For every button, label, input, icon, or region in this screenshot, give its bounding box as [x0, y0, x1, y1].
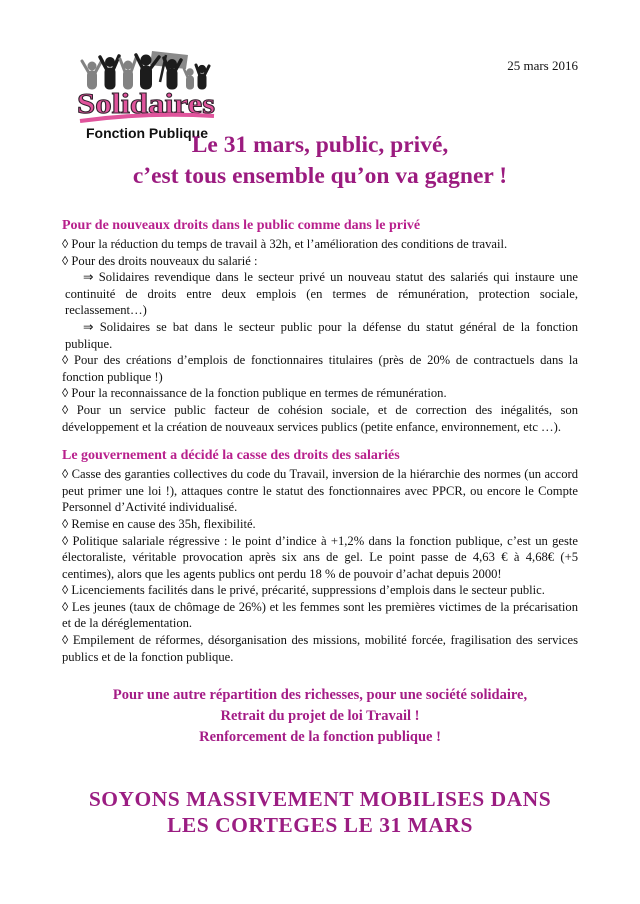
bullet-marker: ◊	[62, 467, 69, 482]
bullet-text: Pour des droits nouveaux du salarié :	[71, 253, 258, 268]
bullet-text: Solidaires se bat dans le secteur public pour la défense du statut général de la fonction publique.	[65, 319, 578, 351]
list-item	[62, 533, 578, 583]
list-item	[65, 269, 578, 319]
list-item	[62, 236, 578, 253]
bullet-text: Politique salariale régressive : le point d’indice à +1,2% dans la fonction publique, c’est un geste électoraliste, véritable provocation après six ans de gel. Le point passe de 4,63 € à 4,68€ (+5 centimes), alors que les agents publics ont perdu 18 % de pouvoir d’achat depuis 2000!	[62, 533, 578, 581]
closing-line-2: Retrait du projet de loi Travail !	[220, 708, 420, 725]
brand-subtitle: Fonction Publique	[86, 125, 209, 141]
list-item	[62, 385, 578, 402]
list-item	[62, 516, 578, 533]
logo-graphic	[76, 48, 218, 142]
title-line-2: c’est tous ensemble qu’on va gagner !	[132, 163, 508, 189]
slogan-line-2: LES CORTEGES LE 31 MARS	[167, 813, 473, 838]
bullet-list	[62, 236, 578, 435]
list-item	[62, 632, 578, 665]
closing-block	[62, 685, 578, 748]
list-item	[62, 402, 578, 435]
section-heading: Pour de nouveaux droits dans le public comme dans le privé	[62, 218, 421, 233]
list-item	[62, 582, 578, 599]
bullet-text: Remise en cause des 35h, flexibilité.	[71, 516, 256, 531]
header	[62, 0, 578, 141]
list-item	[65, 319, 578, 352]
bullet-marker: ◊	[62, 583, 69, 598]
bullet-marker: ◊	[62, 353, 69, 368]
section-heading: Le gouvernement a décidé la casse des droits des salariés	[62, 448, 400, 464]
bullet-text: Les jeunes (taux de chômage de 26%) et les femmes sont les premières victimes de la précarisation et de la déréglementation.	[62, 599, 578, 631]
people-silhouettes-icon	[82, 55, 209, 89]
bullet-marker: ⇒	[83, 319, 94, 334]
bullet-text: Casse des garanties collectives du code du Travail, inversion de la hiérarchie des normes (un accord peut primer une loi !), attaques contre le statut des fonctionnaires avec PPCR, ou encore le Compte Personnel d’Activité individualisé.	[62, 467, 579, 515]
list-item	[62, 466, 578, 516]
section-new-rights	[62, 218, 578, 435]
bullet-text: Pour la reconnaissance de la fonction publique en termes de rémunération.	[71, 386, 447, 401]
list-item	[62, 599, 578, 632]
list-item	[62, 253, 578, 270]
bullet-marker: ◊	[62, 402, 69, 417]
bullet-text: Pour un service public facteur de cohésion sociale, et de correction des inégalités, son développement et la création de nouveaux services publics (petite enfance, environnement, etc …).	[62, 402, 578, 434]
slogan-line-1: SOYONS MASSIVEMENT MOBILISES DANS	[88, 787, 552, 812]
bullet-marker: ◊	[62, 386, 69, 401]
bullet-text: Solidaires revendique dans le secteur privé un nouveau statut des salariés qui instaure une continuité de droits entre deux emplois (en termes de rémunération, protection sociale, reclassement…)	[65, 270, 578, 318]
bullet-list	[62, 466, 578, 665]
bullet-marker: ◊	[62, 516, 69, 531]
bullet-text: Pour des créations d’emplois de fonctionnaires titulaires (près de 20% de contractuels dans la fonction publique !)	[62, 353, 579, 384]
bullet-marker: ◊	[62, 533, 69, 548]
footer-slogan	[62, 786, 578, 838]
list-item	[62, 352, 578, 385]
bullet-marker: ◊	[62, 237, 69, 251]
closing-line-1: Pour une autre répartition des richesses, pour une société solidaire,	[112, 687, 528, 704]
bullet-marker: ◊	[62, 253, 69, 268]
closing-line-3: Renforcement de la fonction publique !	[199, 729, 441, 746]
bullet-text: Licenciements facilités dans le privé, précarité, suppressions d’emplois dans le secteur public.	[71, 583, 545, 598]
bullet-marker: ◊	[62, 599, 69, 614]
bullet-marker: ◊	[62, 633, 69, 648]
section-government	[62, 448, 578, 665]
title-line-1: Le 31 mars, public, privé,	[191, 132, 449, 158]
date-text: 25 mars 2016	[507, 58, 578, 73]
bullet-text: Empilement de réformes, désorganisation des missions, mobilité forcée, fragilisation des services publics et de la fonction publique.	[62, 633, 578, 664]
bullet-text: Pour la réduction du temps de travail à 32h, et l’amélioration des conditions de travail.	[71, 237, 508, 251]
brand-wordmark: Solidaires	[77, 89, 216, 120]
bullet-marker: ⇒	[83, 270, 94, 285]
